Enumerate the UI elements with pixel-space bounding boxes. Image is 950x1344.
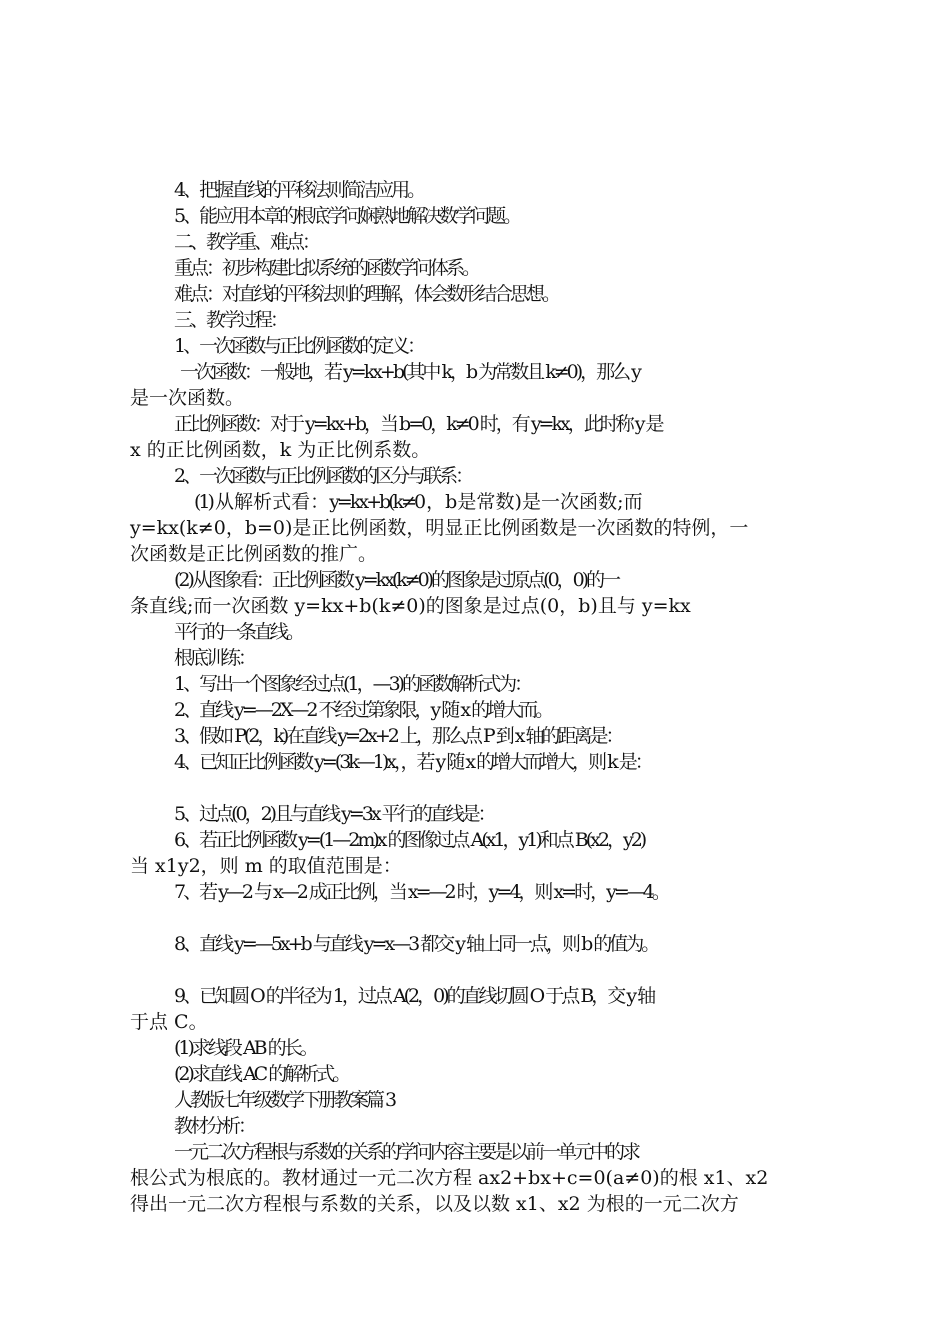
- text-line: 4、把握直线的平移法则简洁应用。: [174, 179, 424, 201]
- exercise-item: 8、直线 y=—5x+b 与直线 y=x—3 都交 y 轴上同一点，则 b 的值为。: [174, 933, 658, 955]
- text-line: 平行的一条直线。: [174, 621, 303, 643]
- exercise-item: 9、已知圆 O 的半径为 1，过点 A(2，0)的直线切圆 O 于点 B，交 y 轴: [174, 985, 654, 1007]
- section-heading: 二、教学重、难点：: [174, 231, 319, 253]
- text-line: 是一次函数。: [130, 387, 245, 409]
- text-line: y=kx(k≠0，b=0)是正比例函数，明显正比例函数是一次函数的特例，一: [130, 517, 749, 539]
- text-line: 5、能应用本章的根底学问娴熟地解决数学问题。: [174, 205, 520, 227]
- text-line: 一元二次方程根与系数的关系的学问内容主要是以前一单元中的求: [174, 1141, 639, 1163]
- text-line: x 的正比例函数，k 为正比例系数。: [130, 439, 431, 461]
- section-heading: 根底训练：: [174, 647, 255, 669]
- exercise-item: 5、过点(0，2)且与直线 y=3x 平行的直线是：: [174, 803, 494, 825]
- section-heading: 三、教学过程：: [174, 309, 287, 331]
- exercise-item: (2)求直线 AC 的解析式。: [174, 1063, 349, 1085]
- text-line: 一次函数：一般地，若 y=kx+b(其中 k，b 为常数且 k≠0)，那么 y: [180, 361, 639, 383]
- text-line: (1) 从 解 析 式 看 ： y=kx+b(k≠0 ， b 是 常 数 ) 是 一 次 函 数 ; 而: [194, 491, 640, 513]
- text-line: 重点：初步构建比拟系统的函数学问体系。: [174, 257, 479, 279]
- text-line: 次函数是正比例函数的推广。: [130, 543, 378, 565]
- text-line: 条直线;而一次函数 y=kx+b(k≠0)的图象是过点(0，b)且与 y=kx: [130, 595, 691, 617]
- text-line: 难点：对直线的平移法则的理解，体会数形结合思想。: [174, 283, 559, 305]
- text-line: 正比例函数：对于 y=kx+b，当 b=0，k≠0 时，有 y=kx，此时称 y 是: [174, 413, 662, 435]
- section-heading: 人教版七年级数学下册教案篇 3: [174, 1089, 395, 1111]
- text-line: 2、一次函数与正比例函数的区分与联系：: [174, 465, 472, 487]
- text-line: 得出一元二次方程根与系数的关系，以及以数 x1、x2 为根的一元二次方: [130, 1193, 739, 1215]
- exercise-item: 3、假如 P(2，k)在直线 y=2x+2 上，那么点 P 到 x 轴的距离是：: [174, 725, 622, 747]
- section-heading: 教材分析：: [174, 1115, 255, 1137]
- exercise-item: 6、若正比例函数 y=(1—2m)x 的图像过点 A(x1，y1)和点 B(x2，y2): [174, 829, 645, 851]
- exercise-item: 于点 C。: [130, 1011, 208, 1033]
- exercise-item: 4、已知正比例函数 y=(3k—1)x，，若 y 随 x 的增大而增大，则 k 是：: [174, 751, 651, 773]
- text-line: 1、一次函数与正比例函数的定义：: [174, 335, 424, 357]
- text-line: 根公式为根底的。教材通过一元二次方程 ax2+bx+c=0(a≠0)的根 x1、x2: [130, 1167, 769, 1189]
- text-line: (2)从图象看：正比例函数 y=kx(k≠0)的图象是过原点(0，0)的一: [174, 569, 619, 591]
- exercise-item: 2、直线 y=—2X—2 不经过第象限，y 随 x 的增大而。: [174, 699, 552, 721]
- exercise-item: 1、写出一个图象经过点(1，—3)的函数解析式为：: [174, 673, 531, 695]
- exercise-item: 7、若 y—2 与 x—2 成正比例，当 x=—2 时，y=4，则 x=时，y=—4。: [174, 881, 668, 903]
- exercise-item: 当 x1y2，则 m 的取值范围是：: [130, 855, 402, 877]
- exercise-item: (1)求线段 AB 的长。: [174, 1037, 316, 1059]
